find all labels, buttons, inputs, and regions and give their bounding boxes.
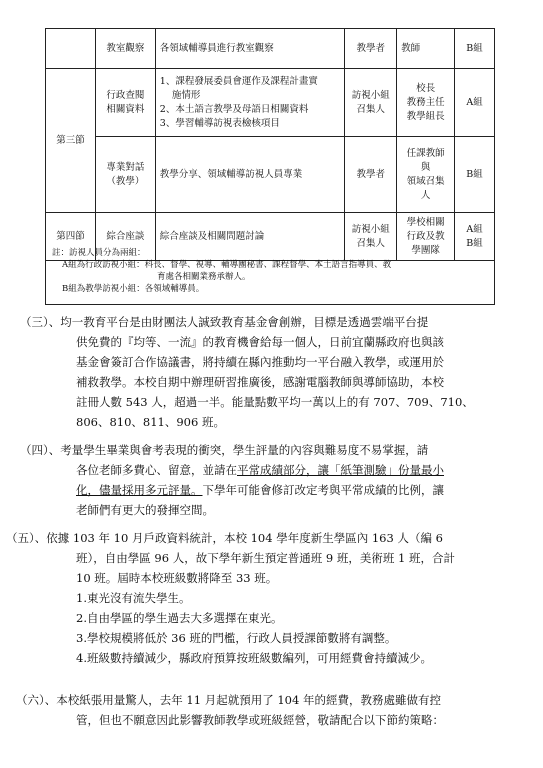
paragraph-label: （五）、 [6,531,47,545]
paragraph-text: 補救教學。本校自期中辦理研習推廣後，感謝電腦教師與導師協助，本校 [76,375,444,389]
paragraph-6 [16,690,525,730]
paragraph-text: 供免費的『均等、一流』的教育機會給每一個人，日前宜蘭縣政府也與該 [76,335,444,349]
paragraph-text: 本校紙張用量驚人，去年 11 月起就預用了 104 年的經費，教務處雖做有控 [56,693,441,707]
paragraph-text: 考量學生畢業與會考表現的衝突，學生評量的內容與難易度不易掌握，請 [60,443,429,457]
host-cell: 教學者 [345,137,397,213]
visit-schedule-table [45,28,495,261]
content-cell: 各領域輔導員進行教室觀察 [155,29,344,69]
paragraph-text: 下學年可能會修訂改定考與平常成績的比例，讓 [202,483,444,497]
paragraph-text: 註冊人數 543 人，超過一半。能量點數平均一萬以上的有 707、709、710、 [76,395,474,409]
paragraph-text: 各位老師多費心、留意，並請在 [76,463,237,477]
content-cell: 綜合座談及相關問題討論 [155,213,344,261]
note-line: 註：訪視人員分為兩組： [52,248,146,258]
item-cell: 專業對話 （教學） [95,137,155,213]
period-cell [46,29,96,69]
paragraph-text: 班），自由學區 96 人，故下學年新生預定普通班 9 班，美術班 1 班，合計 [76,551,455,565]
paragraph-text: 基金會簽訂合作協議書，將持續在縣內推動均一平台融入教學，或運用於 [76,355,444,369]
note-line: A組為行政訪視小組：科長、督學、視導、輔導團秘書、課程督學、本土語言指導員、教 [62,260,392,270]
item-cell: 行政查閱 相關資料 [95,69,155,137]
paragraph-text: 依據 103 年 10 月戶政資料統計，本校 104 學年度新生學區內 163 人（編 6 [46,531,443,545]
paragraph-label: （三）、 [20,315,61,329]
paragraph-text: 均一教育平台是由財團法人誠致教育基金會創辦，目標是透過雲端平台提 [60,315,429,329]
table-row [46,137,495,213]
paragraph-4 [20,440,525,520]
content-cell: 教學分享、領域輔導訪視人員專業 [155,137,344,213]
host-cell: 教學者 [345,29,397,69]
attendee-cell: 教師 [397,29,455,69]
note-line: B組為教學訪視小組：各領域輔導員。 [62,284,205,294]
attendee-cell: 校長 教務主任 教學組長 [397,69,455,137]
host-cell: 訪視小組 召集人 [345,213,397,261]
list-item: 4.班級數持續減少，縣政府預算按班級數編列，可用經費會持續減少。 [76,651,432,665]
group-cell: A組 B組 [455,213,495,261]
attendee-cell: 學校相關 行政及教 學團隊 [397,213,455,261]
paragraph-text: 老師們有更大的發揮空間。 [76,503,214,517]
item-cell: 教室觀察 [95,29,155,69]
table-row [46,69,495,137]
note-line: 育處各相關業務承辦人。 [157,272,251,282]
list-item: 2.自由學區的學生過去大多選擇在東光。 [76,611,283,625]
paragraph-text: 10 班。屆時本校班級數將降至 33 班。 [76,571,278,585]
paragraph-text: 管，但也不願意因此影響教師教學或班級經營，敬請配合以下節約策略： [76,713,444,727]
paragraph-label: （四）、 [20,443,61,457]
period-cell: 第四節 [46,213,96,261]
content-cell: 1、課程發展委員會運作及課程計畫實 施情形 2、本土語言教學及母語日相關資料 3、學習輔導訪視表檢核項目 [155,69,344,137]
paragraph-3 [20,312,525,432]
attendee-cell: 任課教師 與 領域召集 人 [397,137,455,213]
table-row [46,29,495,69]
underlined-text: 平常成績部分，讓「紙筆測驗」份量最小 [237,463,444,477]
group-cell: B組 [455,29,495,69]
table-note [45,243,495,305]
list-item: 1.東光沒有流失學生。 [76,591,191,605]
paragraph-5 [6,528,525,668]
item-cell: 綜合座談 [95,213,155,261]
group-cell: B組 [455,137,495,213]
paragraph-text: 806、810、811、906 班。 [76,415,225,429]
period-cell: 第三節 [46,69,96,213]
underlined-text: 化，儘量採用多元評量。 [76,483,203,497]
host-cell: 訪視小組 召集人 [345,69,397,137]
list-item: 3.學校規模將低於 36 班的門檻，行政人員授課節數將有調整。 [76,631,397,645]
group-cell: A組 [455,69,495,137]
paragraph-label: （六）、 [16,693,57,707]
